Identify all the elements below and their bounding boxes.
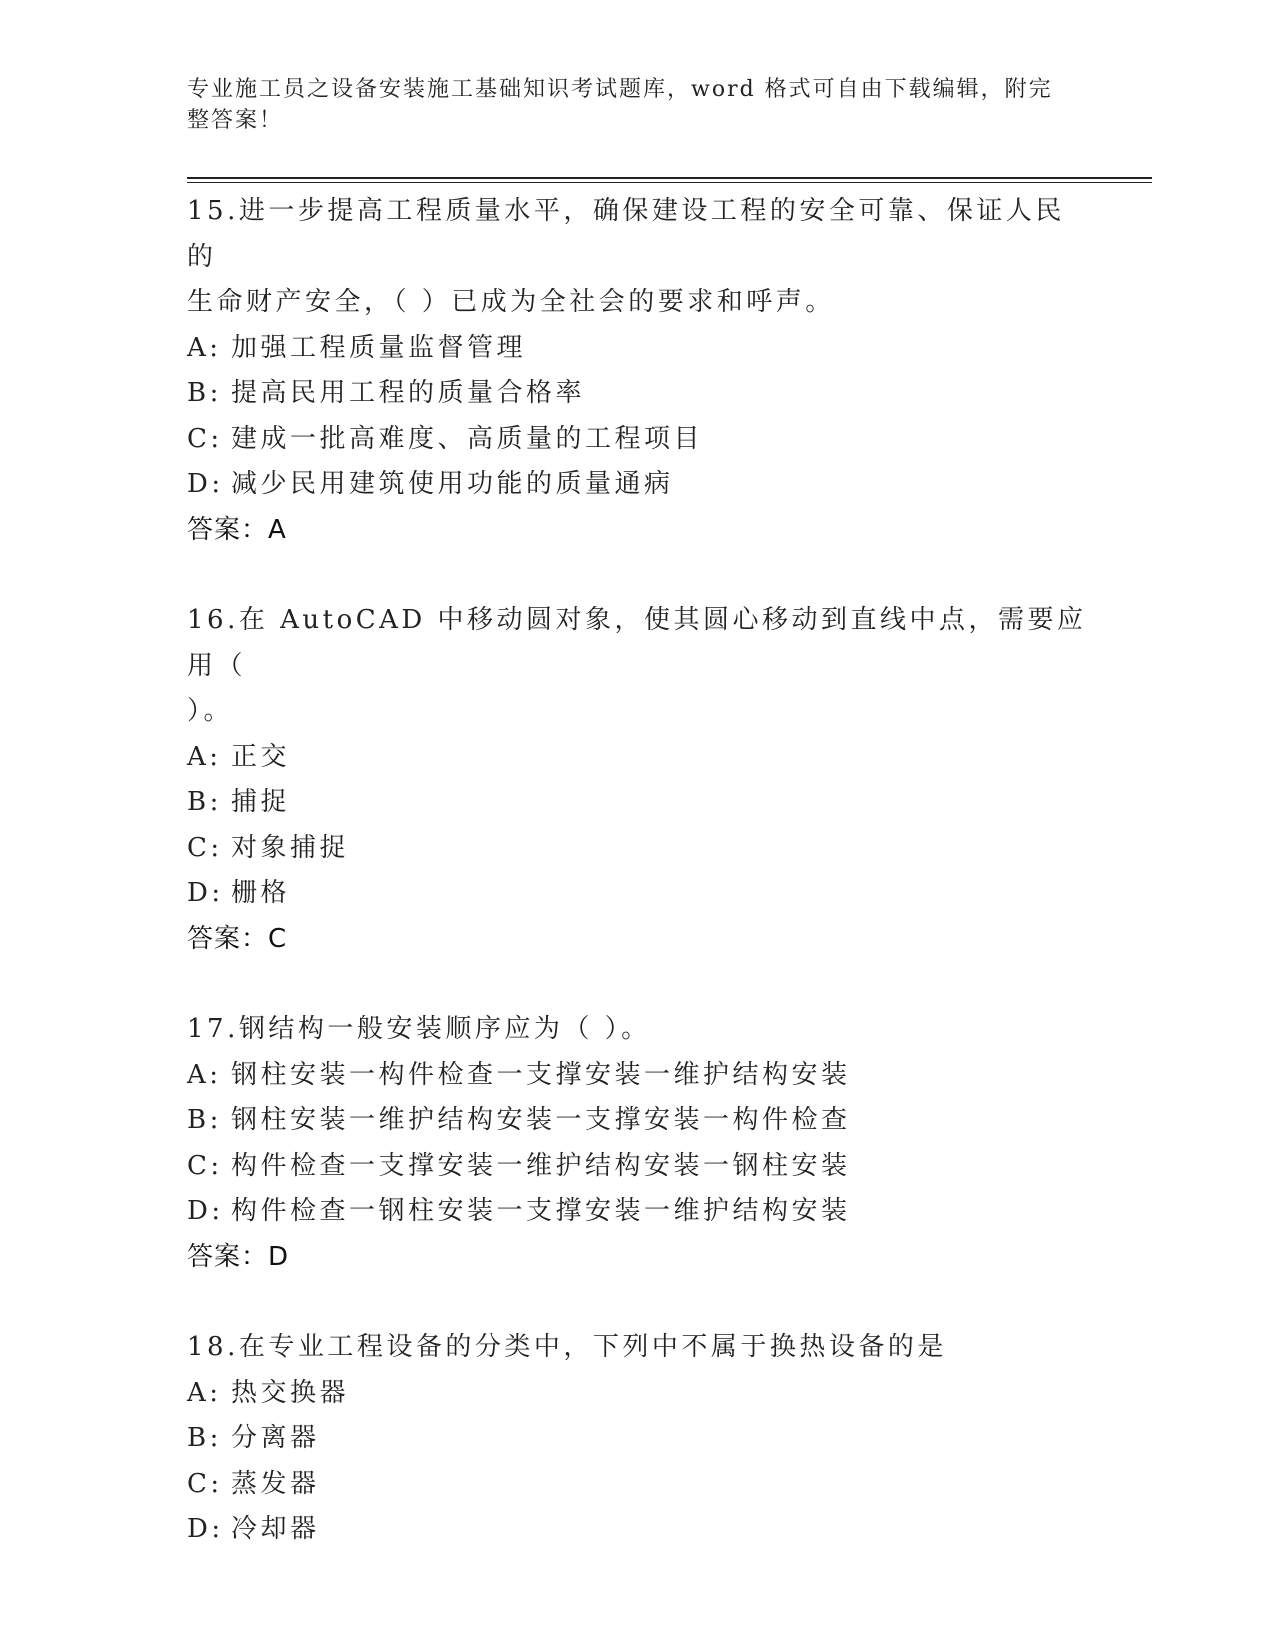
header-divider-thick — [187, 177, 1152, 179]
question-stem: 17.钢结构一般安装顺序应为（ ）。 — [187, 1014, 651, 1044]
option-text: 分离器 — [231, 1423, 320, 1453]
question-15 — [187, 189, 1087, 553]
question-17 — [187, 1007, 1087, 1280]
question-18 — [187, 1325, 1087, 1553]
option-d — [187, 462, 1087, 508]
option-letter: D: — [187, 1514, 224, 1544]
option-text: 构件检查一钢柱安装一支撑安装一维护结构安装 — [231, 1196, 851, 1226]
option-d — [187, 871, 1087, 917]
option-c — [187, 417, 1087, 463]
option-a — [187, 1053, 1087, 1099]
option-letter: D: — [187, 878, 224, 908]
option-c — [187, 1144, 1087, 1190]
option-text: 蒸发器 — [231, 1468, 320, 1499]
option-letter: B: — [187, 1423, 222, 1453]
option-letter: A: — [187, 332, 222, 363]
option-text: 热交换器 — [231, 1377, 350, 1408]
option-text: 构件检查一支撑安装一维护结构安装一钢柱安装 — [231, 1150, 851, 1181]
question-stem: 18.在专业工程设备的分类中，下列中不属于换热设备的是 — [187, 1332, 947, 1362]
answer-line: 答案：A — [187, 514, 287, 545]
question-list — [187, 189, 1087, 1598]
option-letter: D: — [187, 469, 224, 499]
answer-line: 答案：C — [187, 923, 288, 954]
option-text: 钢柱安装一维护结构安装一支撑安装一构件检查 — [231, 1105, 851, 1135]
option-letter: C: — [187, 1150, 223, 1181]
document-header — [187, 74, 1067, 136]
option-text: 对象捕捉 — [231, 832, 350, 863]
header-divider-thin — [187, 182, 1152, 183]
option-letter: B: — [187, 378, 222, 408]
option-text: 正交 — [231, 741, 291, 772]
header-line-2: 整答案！ — [187, 108, 284, 133]
option-text: 提高民用工程的质量合格率 — [231, 378, 586, 408]
option-letter: A: — [187, 1059, 222, 1090]
question-stem: 15.进一步提高工程质量水平，确保建设工程的安全可靠、保证人民的 — [187, 196, 1065, 272]
question-stem-continued: 生命财产安全，（ ）已成为全社会的要求和呼声。 — [187, 287, 835, 317]
option-text: 建成一批高难度、高质量的工程项目 — [231, 423, 704, 454]
option-text: 冷却器 — [231, 1514, 320, 1544]
option-text: 栅格 — [231, 878, 291, 908]
option-a — [187, 1371, 1087, 1417]
option-text: 捕捉 — [231, 787, 291, 817]
option-letter: C: — [187, 832, 223, 863]
option-letter: D: — [187, 1196, 224, 1226]
option-letter: B: — [187, 787, 222, 817]
option-letter: C: — [187, 1468, 223, 1499]
answer-line: 答案：D — [187, 1241, 290, 1272]
question-16 — [187, 598, 1087, 962]
option-a — [187, 326, 1087, 372]
option-letter: A: — [187, 741, 222, 772]
option-d — [187, 1189, 1087, 1235]
option-letter: C: — [187, 423, 223, 454]
header-line-1: 专业施工员之设备安装施工基础知识考试题库，word 格式可自由下载编辑，附完 — [187, 77, 1053, 102]
question-stem: 16.在 AutoCAD 中移动圆对象，使其圆心移动到直线中点，需要应用（ — [187, 605, 1087, 681]
option-b — [187, 1098, 1087, 1144]
option-text: 加强工程质量监督管理 — [231, 332, 527, 363]
option-a — [187, 735, 1087, 781]
option-b — [187, 371, 1087, 417]
option-b — [187, 780, 1087, 826]
option-c — [187, 1462, 1087, 1508]
option-letter: B: — [187, 1105, 222, 1135]
option-d — [187, 1507, 1087, 1553]
option-c — [187, 826, 1087, 872]
option-letter: A: — [187, 1377, 222, 1408]
option-text: 减少民用建筑使用功能的质量通病 — [231, 469, 674, 499]
option-text: 钢柱安装一构件检查一支撑安装一维护结构安装 — [231, 1059, 851, 1090]
option-b — [187, 1416, 1087, 1462]
question-stem-continued: ）。 — [187, 696, 234, 726]
